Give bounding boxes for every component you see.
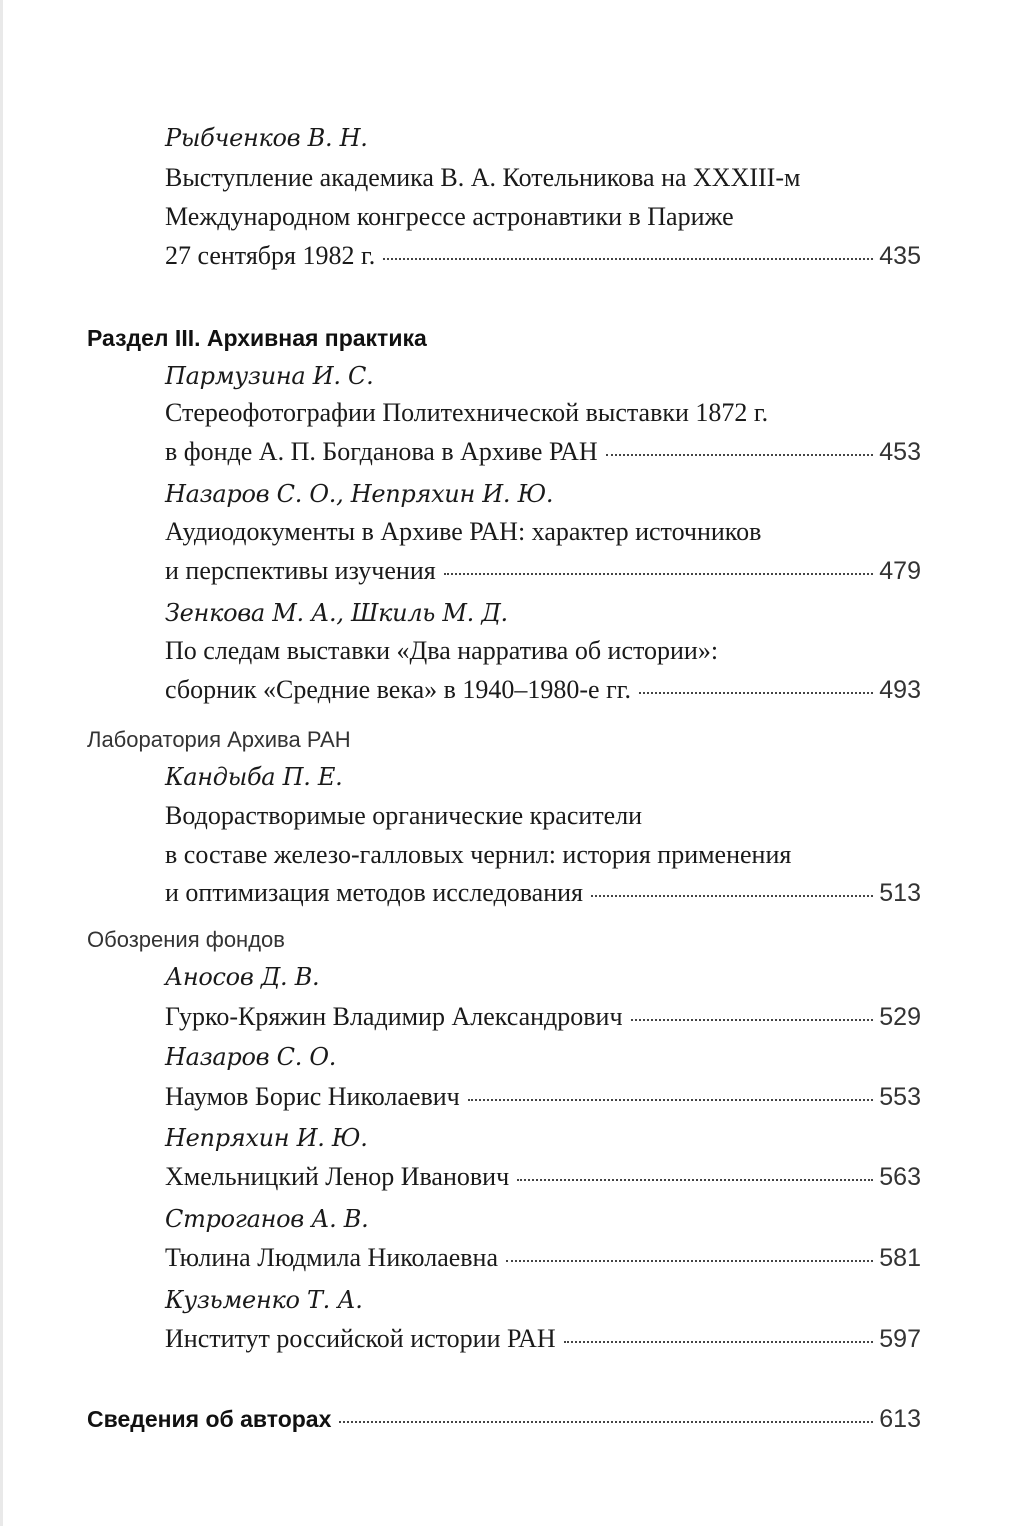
dot-leader [444,573,874,575]
entry-title-line: Тюлина Людмила Николаевна [165,1243,498,1272]
page-number: 553 [879,1083,921,1111]
entry-author: Пармузина И. С. [165,362,374,390]
dot-leader [339,1421,873,1423]
page-number: 435 [879,242,921,270]
toc-entry-line[interactable] [165,675,921,705]
entry-title-line: в фонде А. П. Богданова в Архиве РАН [165,437,598,466]
toc-entry-line[interactable] [165,1162,921,1192]
toc-entry-line[interactable] [165,1243,921,1273]
entry-title-line: и оптимизация методов исследования [165,878,583,907]
toc-entry-line[interactable] [165,1002,921,1032]
entry-title-line: Стереофотографии Политехнической выставки 1872 г. [165,398,769,427]
entry-title-line: сборник «Средние века» в 1940–1980-е гг. [165,675,631,704]
entry-author: Кузьменко Т. А. [165,1286,363,1314]
page-number: 493 [879,676,921,704]
toc-entry-line[interactable] [165,1082,921,1112]
dot-leader [468,1099,874,1101]
entry-title-line: Аудиодокументы в Архиве РАН: характер источников [165,517,762,546]
entry-author: Аносов Д. В. [165,963,320,991]
entry-author: Назаров С. О., Непряхин И. Ю. [165,480,554,508]
toc-entry-line[interactable] [165,241,921,271]
entry-author: Кандыба П. Е. [165,763,343,791]
entry-author: Строганов А. В. [165,1205,369,1233]
section-heading: Сведения об авторах [87,1406,332,1432]
toc-entry-line[interactable] [165,437,921,467]
toc-entry-line[interactable] [165,878,921,908]
entry-title-line: Водорастворимые органические красители [165,801,643,830]
entry-title-line: Наумов Борис Николаевич [165,1082,460,1111]
dot-leader [591,895,873,897]
toc-entry-line[interactable] [165,556,921,586]
dot-leader [564,1341,874,1343]
page-number: 529 [879,1003,921,1031]
entry-title-line: По следам выставки «Два нарратива об истории»: [165,636,719,665]
section-heading: Раздел III. Архивная практика [87,325,427,351]
page-number: 563 [879,1163,921,1191]
page-number: 613 [879,1405,921,1433]
page-number: 513 [879,879,921,907]
dot-leader [506,1260,873,1262]
entry-author: Непряхин И. Ю. [165,1124,368,1152]
entry-title-line: и перспективы изучения [165,556,436,585]
dot-leader [383,258,873,260]
entry-author: Рыбченков В. Н. [165,124,368,152]
page-number: 597 [879,1325,921,1353]
entry-title-line: Институт российской истории РАН [165,1324,556,1353]
dot-leader [517,1179,873,1181]
entry-title-line: 27 сентября 1982 г. [165,241,376,270]
toc-entry-line[interactable] [87,1405,921,1434]
page-number: 581 [879,1244,921,1272]
entry-title-line: Гурко-Кряжин Владимир Александрович [165,1002,623,1031]
page-number: 479 [879,557,921,585]
dot-leader [639,692,873,694]
toc-entry-line[interactable] [165,1324,921,1354]
page-number: 453 [879,438,921,466]
subsection-heading: Лаборатория Архива РАН [87,727,351,752]
entry-author: Назаров С. О. [165,1043,337,1071]
dot-leader [631,1019,874,1021]
entry-title-line: Международном конгрессе астронавтики в Париже [165,202,734,231]
entry-title-line: Выступление академика В. А. Котельникова на XXXIII-м [165,163,801,192]
page-edge [0,0,3,1526]
entry-title-line: в составе железо-галловых чернил: история применения [165,840,792,869]
entry-author: Зенкова М. А., Шкиль М. Д. [165,599,508,627]
entry-title-line: Хмельницкий Ленор Иванович [165,1162,510,1191]
subsection-heading: Обозрения фондов [87,927,285,952]
dot-leader [606,454,874,456]
